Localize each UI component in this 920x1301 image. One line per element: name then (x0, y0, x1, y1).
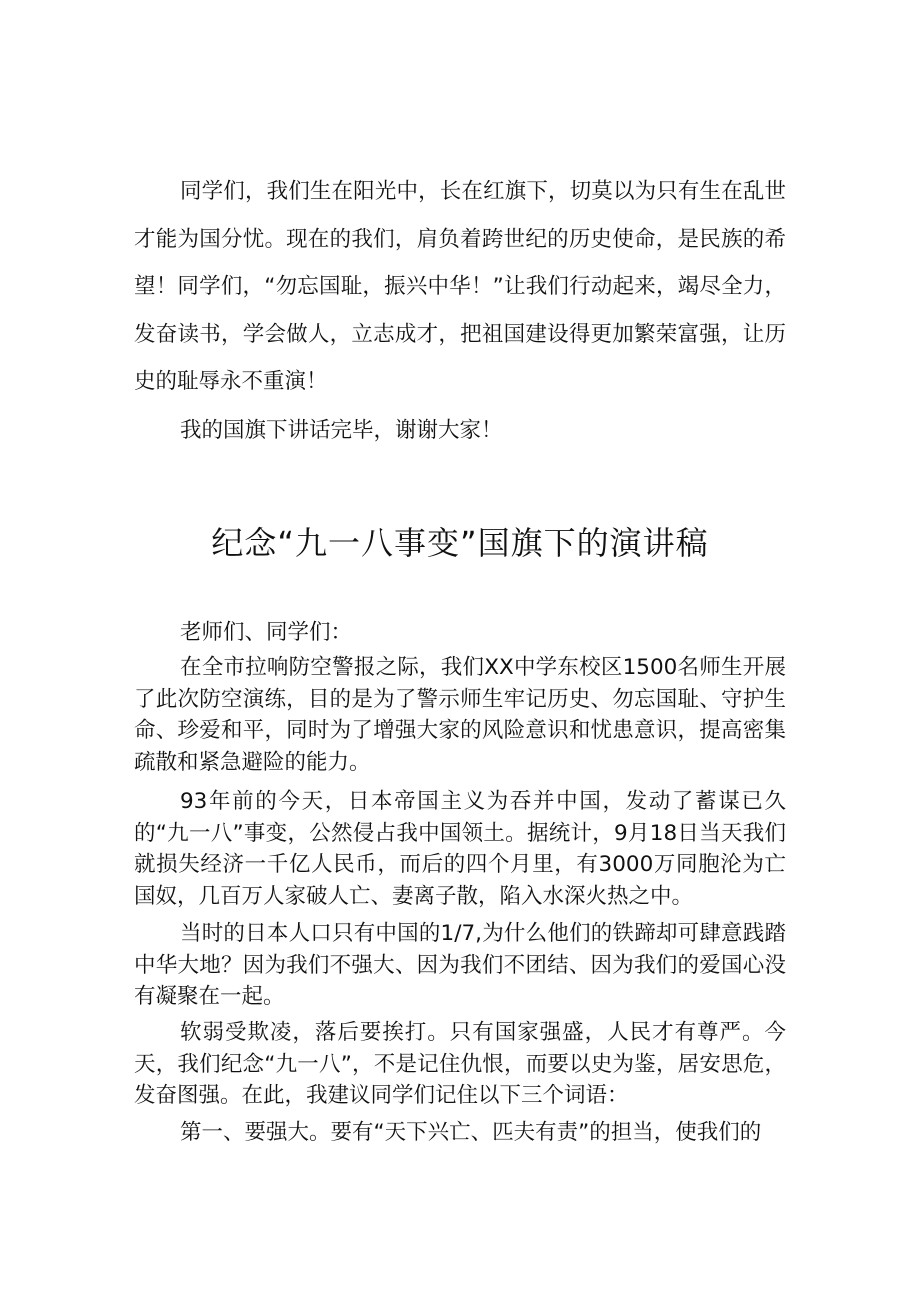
closing-paragraph: 同学们，我们生在阳光中，长在红旗下，切莫以为只有生在乱世才能为国分忧。现在的我们，肩负着跨世纪的历史使命，是民族的希望！同学们，“勿忘国耻，振兴中华！”让我们行动起来，竭尽全力，发奋读书，学会做人，立志成才，把祖国建设得更加繁荣富强，让历史的耻辱永不重演！ (134, 179, 786, 394)
sign-off-paragraph: 我的国旗下讲话完毕，谢谢大家！ (180, 418, 503, 443)
body-paragraph-5: 第一、要强大。要有“天下兴亡、匹夫有责”的担当，使我们的 (180, 1120, 762, 1145)
body-paragraph-4: 软弱受欺凌，落后要挨打。只有国家强盛，人民才有尊严。今天，我们纪念“九一八”，不是记住仇恨，而要以史为鉴，居安思危，发奋图强。在此，我建议同学们记住以下三个词语： (134, 1020, 786, 1108)
body-paragraph-3: 当时的日本人口只有中国的1/7,为什么他们的铁蹄却可肆意践踏中华大地？因为我们不强大、因为我们不团结、因为我们的爱国心没有凝聚在一起。 (134, 921, 786, 1009)
greeting-paragraph: 老师们、同学们： (180, 620, 353, 645)
body-paragraph-2: 93年前的今天，日本帝国主义为吞并中国，发动了蓄谋已久的“九一八”事变，公然侵占我中国领土。据统计，9月18日当天我们就损失经济一千亿人民币，而后的四个月里，有3000万同胞沦为亡国奴，几百万人家破人亡、妻离子散，陷入水深火热之中。 (134, 789, 786, 909)
body-paragraph-1: 在全市拉响防空警报之际，我们XX中学东校区1500名师生开展了此次防空演练，目的是为了警示师生牢记历史、勿忘国耻、守护生命、珍爱和平，同时为了增强大家的风险意识和忧患意识，提高密集疏散和紧急避险的能力。 (134, 655, 786, 775)
speech-title: 纪念“九一八事变”国旗下的演讲稿 (211, 524, 709, 562)
